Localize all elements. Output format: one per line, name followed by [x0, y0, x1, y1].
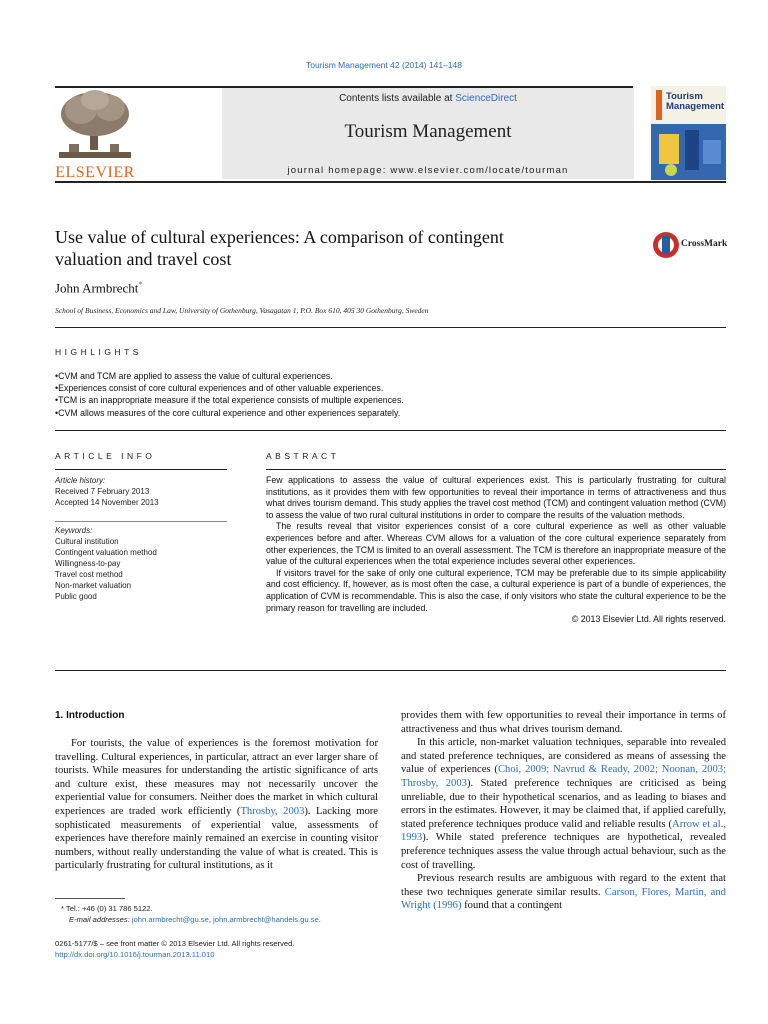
journal-title: Tourism Management	[344, 121, 512, 142]
elsevier-wordmark: ELSEVIER	[55, 164, 135, 181]
abstract-paragraph: The results reveal that visitor experiences consist of a core cultural experience as well as other valuable experiences before and after. Whereas CVM allows for a valuation of the core cultural experience separately from other experiences, the TCM is limited to an overall assessment. The TCM is therefore an inappropriate measure of the value of the cultural experiences when the total experience includes several other experiences.	[266, 521, 726, 567]
cover-stripe	[656, 90, 662, 120]
cover-title-line2: Management	[666, 101, 725, 112]
front-matter	[55, 938, 395, 960]
sciencedirect-link[interactable]: ScienceDirect	[455, 93, 517, 104]
crossmark-label[interactable]: CrossMark	[681, 239, 728, 249]
footnote-tel: * Tel.: +46 (0) 31 786 5122.	[61, 904, 153, 913]
issn-line: 0261-5177/$ – see front matter © 2013 Elsevier Ltd. All rights reserved.	[55, 939, 295, 948]
abstract-paragraph: Few applications to assess the value of cultural experiences exist. This is particularly frustrating for cultural institutions, as it provides them with few opportunities to reveal their importance in terms of attractiveness and thus what drives tourism demand. This study applies the travel cost method (TCM) and contingent valuation method (CVM) to assess the value of two rural cultural institutions in order to compare the results of the valuation methods.	[266, 475, 726, 520]
intro-paragraph	[401, 736, 726, 872]
intro-text: found that a contingent	[461, 900, 563, 912]
contents-prefix: Contents lists available at	[339, 93, 456, 104]
author-affiliation: School of Business, Economics and Law, University of Gothenburg, Vasagatan 1, P.O. Box 610, 405 30 Gothenburg, Sweden	[55, 306, 429, 315]
intro-text: For tourists, the value of experiences is the foremost motivation for travelling. Cultural experiences, in particular, attract an ever larger share of tourists. While measures for understanding the artistic significance of arts and culture exist, these measures may not necessarily uncover the experiential value for consumers. Neither does the market in which cultural experiences are traded work efficiently (	[55, 738, 378, 817]
footnote-rule	[55, 898, 125, 899]
email-label: E-mail addresses:	[69, 915, 132, 924]
introduction-heading: 1. Introduction	[55, 710, 125, 721]
keyword: Public good	[55, 592, 97, 601]
author-name-text[interactable]: John Armbrecht	[55, 280, 139, 296]
intro-text: Previous research results are ambiguous with regard to the extent that these two techniques generate similar results.	[401, 873, 726, 898]
intro-paragraph	[401, 872, 726, 913]
highlights-heading: HIGHLIGHTS	[55, 347, 142, 357]
citation-link[interactable]: Arrow et al., 1993	[401, 818, 726, 844]
author-name[interactable]	[55, 280, 142, 296]
section-divider	[55, 327, 726, 328]
author-footnote-mark[interactable]: *	[138, 280, 143, 289]
abstract-rule	[266, 469, 726, 470]
highlight-item: • Experiences consist of core cultural experiences and of other valuable experiences.	[55, 382, 726, 394]
abstract-paragraph: If visitors travel for the sake of only one cultural experience, TCM may be preferable due to its simple applicability and cost efficiency. If, however, as is most often the case, a cultural experience is part of a bundle of experiences, the application of CVM is recommendable. This is also the case, if only visitors who state the cultural experience to be the primary reason for travelling are included.	[266, 567, 726, 613]
section-divider	[55, 430, 726, 431]
keyword: Travel cost method	[55, 570, 123, 579]
author-footnote	[55, 903, 385, 925]
accepted-date: Accepted 14 November 2013	[55, 498, 159, 507]
doi-link[interactable]: http://dx.doi.org/10.1016/j.tourman.2013.11.010	[55, 950, 215, 959]
intro-text: ). Lacking more sophisticated measurements of experiential value, assessments of experiences have therefore mainly remained an exercise in counting visitor numbers, without really understanding the value of what is created. This is particularly frustrating for cultural institutions, as it	[55, 805, 378, 872]
intro-paragraph	[55, 737, 378, 873]
cover-title	[666, 92, 724, 112]
keyword: Willingness-to-pay	[55, 559, 121, 568]
abstract-heading: ABSTRACT	[266, 451, 340, 461]
history-label: Article history:	[55, 476, 106, 485]
contents-line	[222, 93, 634, 104]
intro-text: ). While stated preference techniques are hypothetical, revealed preference techniques assess the value through actual behaviour, such as the cost of travelling.	[401, 832, 726, 871]
right-column	[401, 709, 726, 913]
article-info	[55, 475, 227, 602]
keyword: Non-market valuation	[55, 581, 132, 590]
article-title-line1: Use value of cultural experiences: A comparison of contingent	[55, 227, 504, 247]
header-bottom-rule	[55, 181, 726, 183]
cover-title-line1: Tourism	[666, 91, 703, 102]
keyword: Cultural institution	[55, 537, 119, 546]
citation-link[interactable]: Carson, Flores, Martin, and Wright (1996)	[401, 886, 726, 912]
citation-link[interactable]: Choi, 2009; Navrud & Ready, 2002; Noonan, 2003; Throsby, 2003	[401, 764, 727, 789]
section-divider	[55, 670, 726, 671]
highlight-item: • CVM allows measures of the core cultural experience and other experiences separately.	[55, 407, 726, 419]
article-title-line2: valuation and travel cost	[55, 249, 232, 269]
email-link[interactable]: john.armbrecht@gu.se	[131, 915, 209, 924]
email-link[interactable]: john.armbrecht@handels.gu.se	[213, 915, 319, 924]
article-title	[55, 226, 615, 270]
abstract-copyright: © 2013 Elsevier Ltd. All rights reserved.	[571, 614, 726, 625]
cover-photo-icon	[651, 124, 726, 180]
intro-text: ). Stated preference techniques are criticised as being unreliable, due to their hypothetical scenarios, and as leading to biases and errors in the estimates. However, it may be claimed that, if applied carefully, stated preference techniques produce valid and reliable results (	[401, 777, 726, 830]
journal-citation[interactable]: Tourism Management 42 (2014) 141–148	[306, 60, 462, 70]
received-date: Received 7 February 2013	[55, 487, 150, 496]
abstract-body	[266, 475, 726, 626]
citation-link[interactable]: Throsby, 2003	[240, 805, 305, 817]
journal-cover-image[interactable]	[651, 86, 726, 180]
keyword: Contingent valuation method	[55, 548, 157, 557]
footnote-email	[55, 914, 385, 925]
intro-text: In this article, non-market valuation techniques, separable into revealed and stated preference techniques, are considered as means of assessing the value of experiences (	[401, 737, 726, 776]
email-end: .	[318, 915, 321, 924]
intro-paragraph: provides them with few opportunities to reveal their importance in terms of attractiveness and thus what drives tourism demand.	[401, 710, 726, 735]
article-info-heading: ARTICLE INFO	[55, 451, 156, 461]
journal-homepage[interactable]: journal homepage: www.elsevier.com/locate/tourman	[287, 165, 569, 176]
highlights-list	[55, 370, 726, 419]
highlight-item: • CVM and TCM are applied to assess the value of cultural experiences.	[55, 370, 726, 382]
highlight-item: • TCM is an inappropriate measure if the total experience consists of multiple experiences.	[55, 394, 726, 406]
email-separator: ,	[208, 915, 214, 924]
article-info-rule	[55, 469, 227, 470]
keywords-label: Keywords:	[55, 526, 93, 535]
left-column	[55, 737, 378, 873]
